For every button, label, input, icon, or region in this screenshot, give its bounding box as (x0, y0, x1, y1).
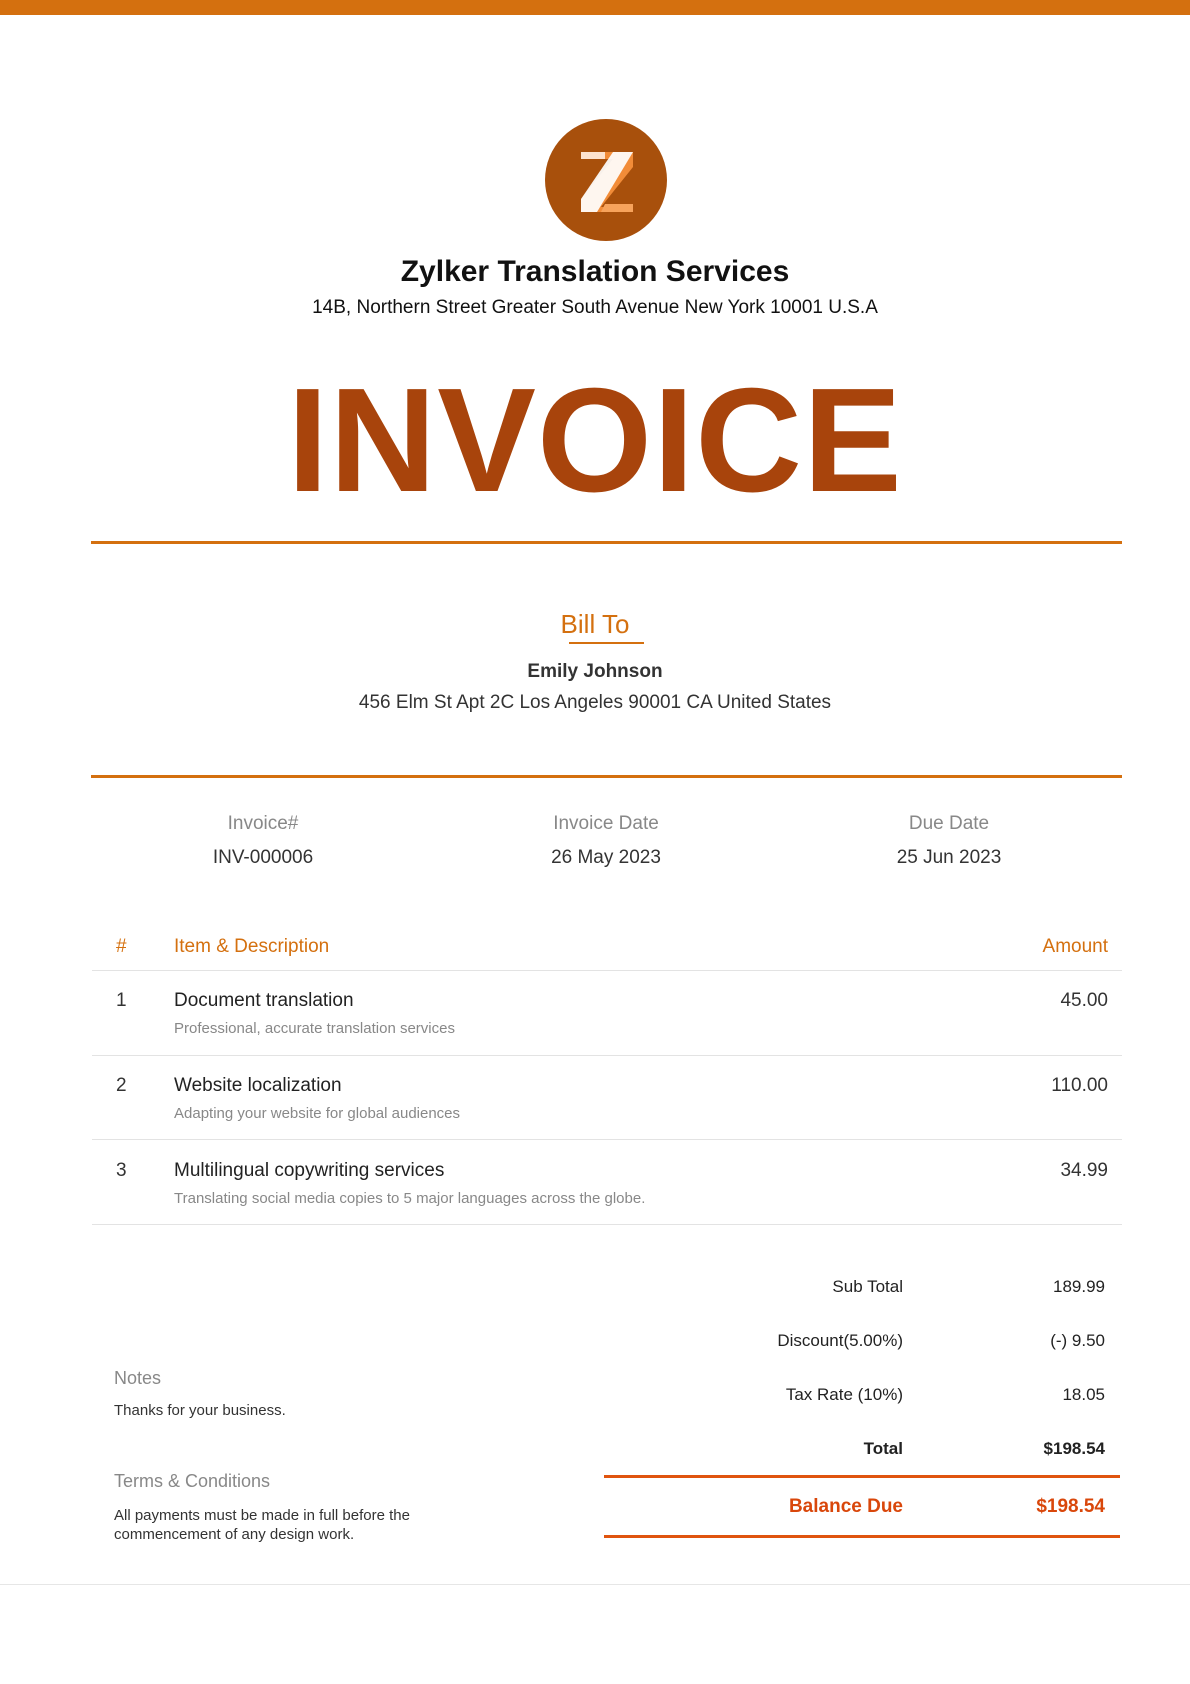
column-header-amount: Amount (1042, 936, 1108, 957)
client-address: 456 Elm St Apt 2C Los Angeles 90001 CA United States (358, 692, 832, 713)
due-date-label: Due Date (908, 813, 990, 834)
bill-to-underline (569, 642, 644, 644)
table-divider (92, 1139, 1122, 1140)
subtotal-label: Sub Total (832, 1277, 903, 1296)
balance-due-value: $198.54 (1036, 1496, 1105, 1517)
table-divider (92, 1055, 1122, 1056)
z-logo-icon (545, 119, 667, 241)
column-header-number: # (116, 936, 127, 957)
table-divider (92, 1224, 1122, 1225)
balance-bottom-rule (604, 1535, 1120, 1538)
top-accent-bar (0, 0, 1190, 15)
column-header-item: Item & Description (174, 936, 330, 957)
row-number: 2 (116, 1075, 127, 1096)
tax-label: Tax Rate (10%) (785, 1385, 903, 1404)
row-number: 3 (116, 1160, 127, 1181)
item-amount: 45.00 (1060, 990, 1108, 1011)
item-title: Multilingual copywriting services (174, 1160, 445, 1181)
invoice-number-label: Invoice# (227, 813, 299, 834)
header-divider (91, 541, 1122, 544)
item-amount: 34.99 (1060, 1160, 1108, 1181)
terms-heading: Terms & Conditions (114, 1471, 271, 1491)
notes-heading: Notes (114, 1368, 162, 1388)
invoice-number-value: INV-000006 (212, 847, 314, 868)
balance-top-rule (604, 1475, 1120, 1478)
tax-value: 18.05 (1062, 1385, 1105, 1404)
notes-text: Thanks for your business. (114, 1402, 286, 1419)
item-description: Adapting your website for global audiences (174, 1105, 461, 1122)
balance-due-label: Balance Due (788, 1496, 903, 1517)
bill-to-divider (91, 775, 1122, 778)
company-name: Zylker Translation Services (400, 255, 790, 288)
total-label: Total (863, 1439, 903, 1458)
terms-text: All payments must be made in full before the commencement of any design work. (114, 1507, 410, 1543)
due-date-value: 25 Jun 2023 (896, 847, 1002, 868)
row-number: 1 (116, 990, 127, 1011)
invoice-date-value: 26 May 2023 (551, 847, 661, 868)
footer-divider (0, 1584, 1190, 1585)
total-value: $198.54 (1043, 1439, 1105, 1458)
item-description: Translating social media copies to 5 major languages across the globe. (174, 1190, 646, 1207)
client-name: Emily Johnson (527, 661, 663, 682)
subtotal-value: 189.99 (1053, 1277, 1105, 1296)
discount-label: Discount(5.00%) (777, 1331, 903, 1350)
item-description: Professional, accurate translation services (174, 1020, 455, 1037)
item-amount: 110.00 (1051, 1075, 1108, 1096)
company-address: 14B, Northern Street Greater South Avenue New York 10001 U.S.A (312, 297, 878, 318)
document-title: INVOICE (287, 358, 903, 523)
item-title: Document translation (174, 990, 354, 1011)
bill-to-heading: Bill To (560, 609, 630, 639)
item-title: Website localization (174, 1075, 342, 1096)
invoice-date-label: Invoice Date (553, 813, 659, 834)
table-divider (92, 970, 1122, 971)
discount-value: (-) 9.50 (1050, 1331, 1105, 1350)
